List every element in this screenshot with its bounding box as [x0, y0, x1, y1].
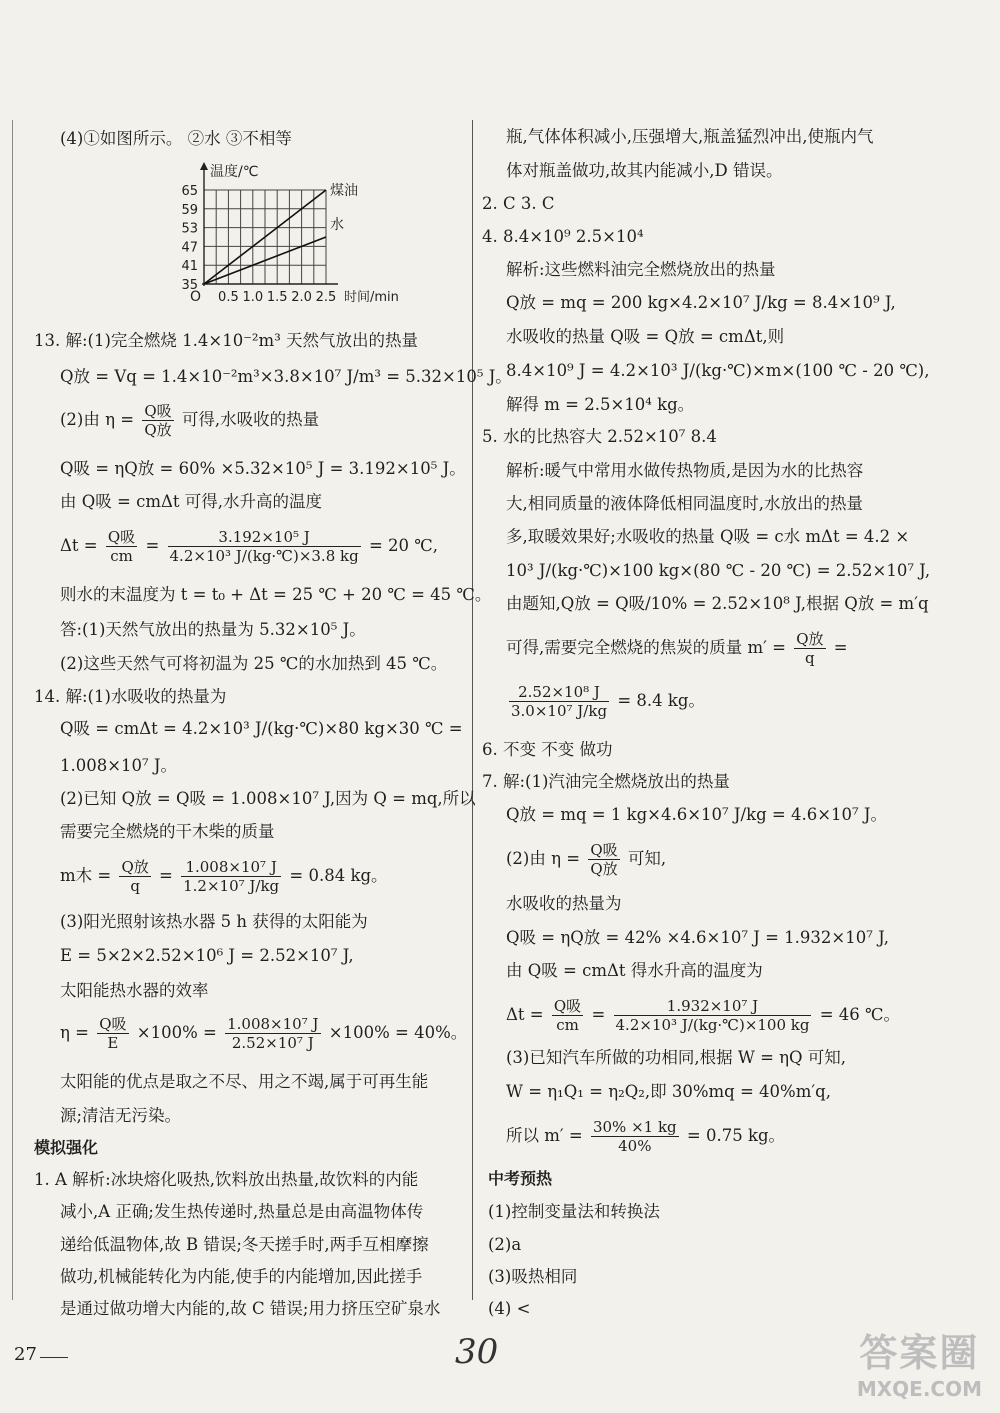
q14-line11: 太阳能的优点是取之不尽、用之不竭,属于可再生能	[60, 1072, 429, 1091]
q14-line5: 需要完全燃烧的干木柴的质量	[60, 822, 275, 841]
r-line5: 解析:这些燃料油完全燃烧放出的热量	[506, 260, 776, 279]
fraction: $\frac{\text{1.932×10⁷ J}}{\text{4.2×10³ J/(kg·℃)×100 kg}}$	[615, 997, 810, 1034]
y-axis-arrow	[200, 162, 208, 170]
m1-line3: 递给低温物体,故 B 错误;冬天搓手时,两手互相摩擦	[60, 1235, 429, 1254]
watermark-logo	[857, 1322, 982, 1401]
r-line8: 8.4×10⁹ J = 4.2×10³ J/(kg·℃)×m×(100 ℃ - 20 ℃),	[506, 361, 930, 380]
x-tick-label: 2.5	[315, 290, 337, 305]
r-line2: 体对瓶盖做功,故其内能减小,D 错误。	[506, 161, 783, 180]
fraction: $\frac{\text{Q吸}}{\text{Q放}}$	[144, 402, 172, 439]
q14-line12: 源;清洁无污染。	[60, 1106, 182, 1125]
page-number-dash	[40, 1357, 68, 1358]
m1-line4: 做功,机械能转化为内能,使手的内能增加,因此搓手	[60, 1267, 423, 1286]
fraction: $\frac{\text{Q吸}}{E}$	[99, 1015, 127, 1052]
y-tick-label: 41	[181, 259, 198, 275]
fraction: $\frac{\text{Q放}}{q}$	[796, 630, 824, 667]
q13-line4: Q吸 = ηQ放 = 60% ×5.32×10⁵ J = 3.192×10⁵ J。	[60, 459, 466, 478]
r-line1: 瓶,气体体积减小,压强增大,瓶盖猛烈冲出,使瓶内气	[506, 127, 874, 146]
chart-grid	[200, 162, 338, 286]
handwritten-page-number: 30	[455, 1332, 499, 1372]
q14-line3: 1.008×10⁷ J。	[60, 756, 178, 775]
temperature-time-chart	[138, 156, 399, 316]
x-tick-label: 1.5	[266, 290, 288, 305]
r-line26: (3)已知汽车所做的功相同,根据 W = ηQ 可知,	[506, 1048, 847, 1067]
r-line23: Q吸 = ηQ放 = 42% ×4.6×10⁷ J = 1.932×10⁷ J,	[506, 928, 889, 947]
q14-line9: 太阳能热水器的效率	[60, 981, 209, 1000]
m1-line1: 1. A 解析:冰块熔化吸热,饮料放出热量,故饮料的内能	[34, 1170, 419, 1189]
r-line3: 2. C 3. C	[482, 194, 555, 213]
fraction: $\frac{\text{Q放}}{q}$	[121, 858, 149, 895]
y-tick-label: 59	[181, 202, 198, 218]
r-line14: 10³ J/(kg·℃)×100 kg×(80 ℃ - 20 ℃) = 2.52×10⁷ J,	[506, 561, 931, 580]
q14-line6: m木 = $\frac{\text{Q放}}{q}$ = $\frac{\text{1.008×10⁷ J}}{\text{1.2×10⁷ J/kg}}$ = 0.84 kg。	[60, 858, 388, 895]
m1-line5: 是通过做功增大内能的,故 C 错误;用力挤压空矿泉水	[60, 1299, 441, 1318]
z-line3: (3)吸热相同	[488, 1267, 578, 1286]
z-line1: (1)控制变量法和转换法	[488, 1202, 660, 1221]
r-line16: 可得,需要完全燃烧的焦炭的质量 m′ = $\frac{\text{Q放}}{q}$ =	[506, 630, 848, 667]
y-tick-label: 65	[181, 184, 198, 199]
q14-line1: 14. 解:(1)水吸收的热量为	[34, 687, 227, 706]
m1-line2: 减小,A 正确;发生热传递时,热量总是由高温物体传	[60, 1202, 424, 1221]
q13-line3: (2)由 η = $\frac{\text{Q吸}}{\text{Q放}}$ 可得,水吸收的热量	[60, 402, 320, 439]
q14-line7: (3)阳光照射该热水器 5 h 获得的太阳能为	[60, 912, 368, 931]
q14-line2: Q吸 = cmΔt = 4.2×10³ J/(kg·℃)×80 kg×30 ℃ =	[60, 719, 463, 738]
x-tick-label: 2.0	[291, 290, 312, 305]
q13-line7: 则水的末温度为 t = t₀ + Δt = 25 ℃ + 20 ℃ = 45 ℃。	[60, 585, 492, 604]
r-line9: 解得 m = 2.5×10⁴ kg。	[506, 395, 695, 414]
fraction: $\frac{\text{1.008×10⁷ J}}{\text{2.52×10⁷ J}}$	[227, 1015, 319, 1052]
q13-line6: Δt = $\frac{\text{Q吸}}{cm}$ = $\frac{\text{3.192×10⁵ J}}{\text{4.2×10³ J/(kg·℃)×3.8 kg}}$ = 20 ℃,	[60, 528, 438, 565]
z-line4: (4) <	[488, 1299, 531, 1318]
fraction: $\frac{\text{Q吸}}{cm}$	[107, 528, 136, 565]
left-margin-rule	[12, 120, 13, 1300]
r-line4: 4. 8.4×10⁹ 2.5×10⁴	[482, 227, 644, 246]
series-label: 水	[330, 217, 344, 233]
y-tick-label: 35	[181, 278, 198, 293]
fraction: $\frac{30\% \times 1 kg}{40\%}$	[592, 1118, 677, 1155]
r-line13: 多,取暖效果好;水吸收的热量 Q吸 = c水 mΔt = 4.2 ×	[506, 527, 910, 546]
r-line11: 解析:暖气中常用水做传热物质,是因为水的比热容	[506, 461, 864, 480]
q14-line4: (2)已知 Q放 = Q吸 = 1.008×10⁷ J,因为 Q = mq,所以	[60, 789, 476, 808]
r-line22: 水吸收的热量为	[506, 894, 622, 913]
watermark-title: 答案圈	[859, 1331, 980, 1375]
watermark-url: MXQE.COM	[856, 1377, 982, 1401]
r-line27: W = η₁Q₁ = η₂Q₂,即 30%mq = 40%m′q,	[506, 1082, 831, 1101]
q14-line10: η = $\frac{\text{Q吸}}{E}$ ×100% = $\frac{\text{1.008×10⁷ J}}{\text{2.52×10⁷ J}}$ ×100% = 40%。	[60, 1015, 468, 1052]
q12-part4: (4)①如图所示。 ②水 ③不相等	[60, 129, 292, 148]
chart-lines	[204, 182, 358, 284]
column-divider	[472, 120, 473, 1300]
fraction: $\frac{\text{1.008×10⁷ J}}{\text{1.2×10⁷ J/kg}}$	[183, 858, 280, 895]
y-tick-label: 47	[181, 240, 198, 256]
r-line6: Q放 = mq = 200 kg×4.2×10⁷ J/kg = 8.4×10⁹ J,	[506, 293, 896, 312]
x-tick-label: 0.5	[218, 290, 239, 305]
q14-line8: E = 5×2×2.52×10⁶ J = 2.52×10⁷ J,	[60, 946, 354, 965]
r-line20: Q放 = mq = 1 kg×4.6×10⁷ J/kg = 4.6×10⁷ J。	[506, 805, 887, 824]
fraction: $\frac{\text{2.52×10⁸ J}}{\text{3.0×10⁷ J/kg}}$	[511, 683, 608, 720]
r-line7: 水吸收的热量 Q吸 = Q放 = cmΔt,则	[506, 327, 785, 346]
r-line24: 由 Q吸 = cmΔt 得水升高的温度为	[506, 961, 763, 980]
origin-label: O	[190, 289, 202, 305]
q13-line8: 答:(1)天然气放出的热量为 5.32×10⁵ J。	[60, 620, 366, 639]
r-line18: 6. 不变 不变 做功	[482, 740, 613, 759]
r-line17: $\frac{\text{2.52×10⁸ J}}{\text{3.0×10⁷ J/kg}}$ = 8.4 kg。	[511, 683, 705, 720]
page-number: 27	[14, 1344, 37, 1365]
x-axis-label: 时间/min	[344, 290, 399, 305]
fraction: $\frac{\text{3.192×10⁵ J}}{\text{4.2×10³ J/(kg·℃)×3.8 kg}}$	[169, 528, 359, 565]
r-line10: 5. 水的比热容大 2.52×10⁷ 8.4	[482, 427, 717, 446]
r-line21: (2)由 η = $\frac{\text{Q吸}}{\text{Q放}}$ 可知,	[506, 841, 667, 878]
r-line25: Δt = $\frac{\text{Q吸}}{cm}$ = $\frac{\text{1.932×10⁷ J}}{\text{4.2×10³ J/(kg·℃)×100 kg}}$ = 46 ℃。	[506, 997, 901, 1034]
fraction: $\frac{\text{Q吸}}{cm}$	[553, 997, 582, 1034]
r-line19: 7. 解:(1)汽油完全燃烧放出的热量	[482, 772, 730, 791]
r-line28: 所以 m′ = $\frac{30\% \times 1 kg}{40\%}$ = 0.75 kg。	[506, 1118, 786, 1155]
q13-line5: 由 Q吸 = cmΔt 可得,水升高的温度	[60, 492, 323, 511]
q13-line9: (2)这些天然气可将初温为 25 ℃的水加热到 45 ℃。	[60, 654, 448, 673]
z-line2: (2)a	[488, 1235, 522, 1254]
section-heading-moni: 模拟强化	[34, 1138, 99, 1157]
r-line12: 大,相同质量的液体降低相同温度时,水放出的热量	[506, 494, 863, 513]
fraction: $\frac{\text{Q吸}}{\text{Q放}}$	[590, 841, 618, 878]
y-tick-label: 53	[181, 221, 198, 237]
section-heading-zhongkao: 中考预热	[488, 1169, 553, 1188]
q13-line1: 13. 解:(1)完全燃烧 1.4×10⁻²m³ 天然气放出的热量	[34, 331, 419, 350]
r-line15: 由题知,Q放 = Q吸/10% = 2.52×10⁸ J,根据 Q放 = m′q	[506, 594, 929, 613]
y-axis-label: 温度/℃	[210, 164, 259, 180]
q13-line2: Q放 = Vq = 1.4×10⁻²m³×3.8×10⁷ J/m³ = 5.32×10⁵ J。	[60, 367, 512, 386]
x-tick-label: 1.0	[242, 290, 264, 305]
series-label: 煤油	[330, 183, 358, 199]
